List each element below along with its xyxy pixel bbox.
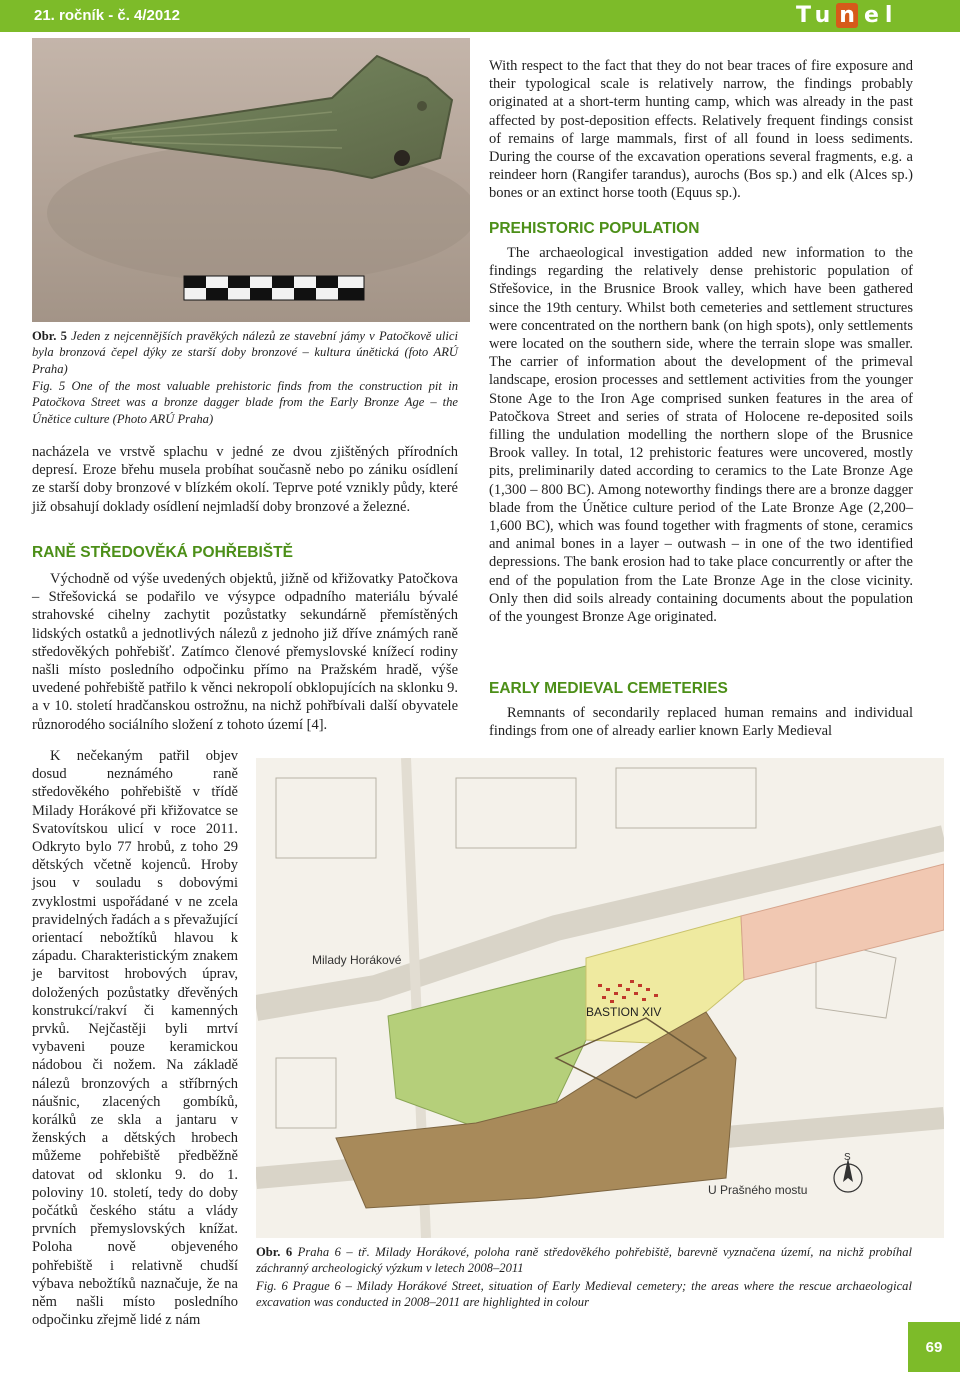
left-paragraph-2: Východně od výše uvedených objektů, jižně od křižovatky Patočkova – Střešovická se podařilo ve výsypce odpadního materiálu bývalé strahovské cihelny zachytit pozůstatky sekundárně přemístěných lidských ostatků a jednotlivých nálezů z jednoho již dříve známých raně středověkých pohřebišť. Zatímco členové přemyslovské knížecí rodiny našli místo posledního odpočinku přímo na Pražském hradě, výše uvedené pohřebiště patřilo k věnci nekropolí obklopujících na sklonku 9. a v 10. století hradčanskou ostrožnu, na nichž pohřbívali další obyvatele různorodého sociálního složení z tohoto území [4]. — [32, 571, 458, 733]
map-label-street1: Milady Horákové — [312, 953, 402, 967]
left-heading-early-medieval: RANĚ STŘEDOVĚKÁ POHŘEBIŠTĚ — [32, 544, 293, 561]
figure6-caption-en: Fig. 6 Prague 6 – Milady Horákové Street, situation of Early Medieval cemetery; the areas where the rescue archaeological excavation was conducted in 2008–2011 are highlighted in colour — [256, 1279, 912, 1310]
page-number: 69 — [908, 1322, 960, 1372]
header-bar — [0, 0, 960, 32]
tunel-logo: Tu n el — [796, 3, 899, 28]
figure5-caption-en: Fig. 5 One of the most valuable prehistoric finds from the construction pit in Patočkova Street was a bronze dagger blade from the Early Bronze Age – the Únětice culture (Photo ARÚ Praha) — [32, 379, 458, 426]
right-paragraph-3: Remnants of secondarily replaced human remains and individual findings from one of already earlier known Early Medieval — [489, 705, 913, 740]
dagger-photo — [32, 38, 470, 322]
site-map — [256, 758, 944, 1238]
left-paragraph-3: K nečekaným patřil objev dosud neznámého raně středověkého pohřebiště v třídě Milady Horákové při křižovatce se Svatovítskou ulicí v roce 2011. Odkryto bylo 77 hrobů, z toho 29 dětských včetně kojenců. Hroby jsou v souladu s dobovými zvyklostmi uspořádané v ne zcela pravidelných řadách a s převažující orientací nebožtíků hlavou k západu. Charakteristickým znakem je barvitost hrobových úprav, doložených pozůstatky dřevěných konstrukcí/rakví či kamenných prvků. Nejčastěji byli mrtví vybaveni pouze keramickou nádobou či nožem. Na základě nálezů bronzových a stříbrných náušnic, zlacených gombíků, korálků ze skla a jantaru v ženských a dětských hrobech můžeme pohřebiště předběžně datovat od sklonku 9. do 1. poloviny 10. století, tedy do doby počátků českého státu a vlády prvních přemyslovských knížat. Poloha nově objeveného pohřebiště i relativně chudší výbava nebožtíků naznačuje, že na něm našli místo posledního odpočinku zřejmě lidé z nám — [32, 748, 238, 1329]
right-paragraph-2: The archaeological investigation added new information to the findings regarding the relatively dense prehistoric population of Střešovice, in the Brusnice Brook valley, which have been gathered since the 19th century. Whilst both cemeteries and settlement structures were concentrated on the northern bank (on high spots), only settlements were located on the southern side, where the terrain slope was smaller. The carrier of information about the development of the primeval landscape, erosion processes and settlement activities from the younger Stone Age to the Iron Age comprised sunken features in the area of Patočkova Street and series of strata of Holocene re-deposited soils filling the undulation modelling the northern slope of the Brusnice Brook valley. In total, 12 prehistoric features were uncovered, mostly pits, preliminarily dated according to ceramics to the Late Bronze Age (1,300 – 800 BC). Among noteworthy findings there are a bronze dagger blade from the Únětice culture period of the Late Bronze Age (2,200–1,600 BC), which was found together with fragments of stone, ceramics and animal bones in a layer – outwash – in one of the two identified depressions. The bank erosion had to take place concurrently or after the end of the population from the Late Bronze Age in the close vicinity. Only then did soils already containing documents about the population of the youngest Bronze Age originated. — [489, 245, 913, 626]
figure6-caption-cz: Obr. 6 Praha 6 – tř. Milady Horákové, poloha raně středověkého pohřebiště, barevně vyznačena území, na nichž probíhal záchranný archeologický výzkum v letech 2008–2011 — [256, 1245, 913, 1276]
svg-text:S: S — [844, 1152, 851, 1163]
right-heading-prehistoric: PREHISTORIC POPULATION — [489, 220, 700, 237]
right-paragraph-1: With respect to the fact that they do not bear traces of fire exposure and their typological scale is relatively narrow, the findings probably originated at a short-term hunting camp, which was already in the past affected by post-deposition effects. Relatively frequent findings consist of remains of large mammals, first of all found in loess sediments. During the course of the excavation operations several fragments, e.g. a reindeer horn (Rangifer tarandus), aurochs (Bos sp.) and elk (Alces sp.) bones or an extinct horse tooth (Equus sp.). — [489, 58, 913, 202]
figure5-caption-cz: Obr. 5 Jeden z nejcennějších pravěkých nálezů ze stavební jámy v Patočkově ulici byla bronzová čepel dýky ze starší doby bronzové – kultura únětická (foto ARÚ Praha) — [32, 329, 458, 376]
issue-label: 21. ročník - č. 4/2012 — [34, 7, 180, 24]
right-heading-early-medieval: EARLY MEDIEVAL CEMETERIES — [489, 680, 728, 697]
map-label-street2: U Prašného mostu — [708, 1183, 808, 1197]
left-paragraph-1: nacházela ve vrstvě splachu v jedné ze dvou zjištěných přírodních depresí. Eroze břehu musela probíhat současně nebo po zániku osídlení ze starší doby bronzové v blízkém okolí. Teprve poté vznikly půdy, které již obsahují doklady osídlení nejmladší doby bronzové a železné. — [32, 444, 458, 515]
map-label-bastion: BASTION XIV — [586, 1005, 662, 1019]
